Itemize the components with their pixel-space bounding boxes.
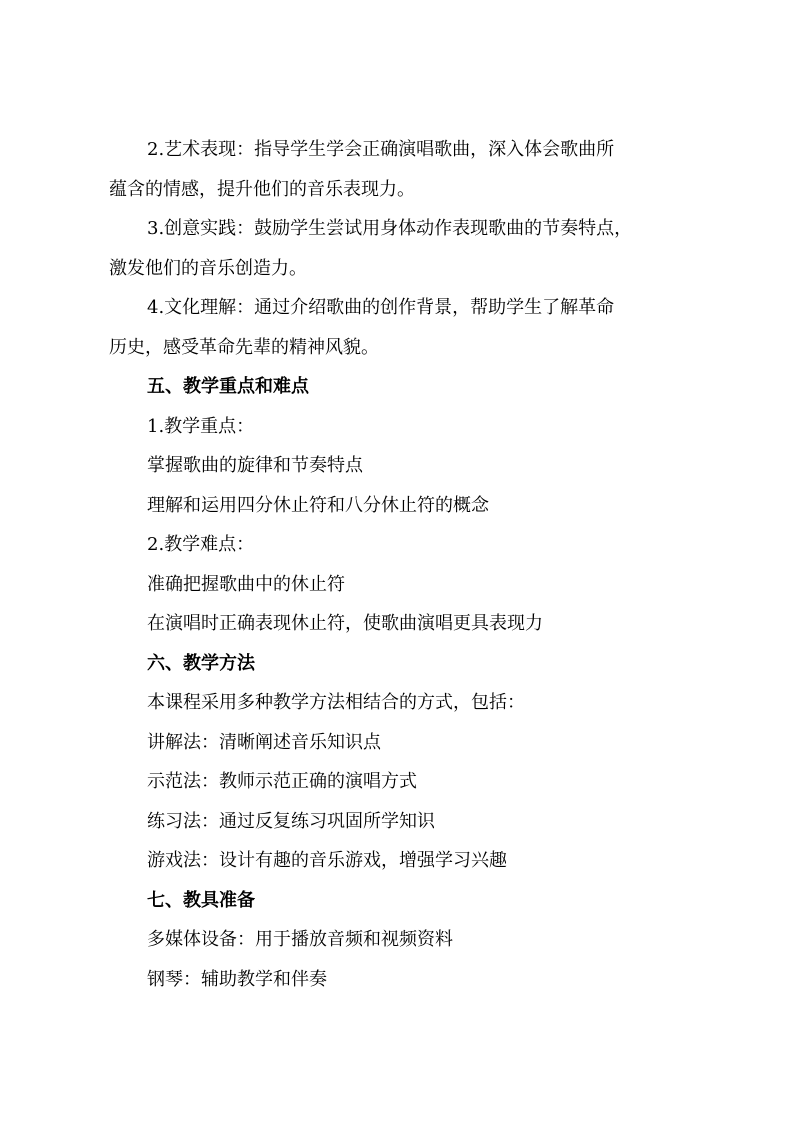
teaching-method-item: 练习法：通过反复练习巩固所学知识	[147, 811, 435, 832]
objective-cultural-understanding-line-1: 4.文化理解：通过介绍歌曲的创作背景，帮助学生了解革命	[147, 297, 615, 318]
objective-cultural-understanding-line-2: 历史，感受革命先辈的精神风貌。	[109, 337, 379, 358]
objective-creative-practice-line-2: 激发他们的音乐创造力。	[109, 258, 307, 279]
section-heading-teaching-methods: 六、教学方法	[147, 653, 255, 674]
difficult-point-item: 在演唱时正确表现休止符，使歌曲演唱更具表现力	[147, 613, 543, 634]
teaching-methods-intro: 本课程采用多种教学方法相结合的方式，包括：	[147, 692, 525, 713]
difficult-points-label: 2.教学难点：	[147, 534, 255, 555]
teaching-aid-item: 钢琴：辅助教学和伴奏	[147, 969, 327, 990]
objective-creative-practice-line-1: 3.创意实践：鼓励学生尝试用身体动作表现歌曲的节奏特点，	[147, 218, 633, 239]
section-heading-key-difficult-points: 五、教学重点和难点	[147, 376, 309, 397]
teaching-method-item: 游戏法：设计有趣的音乐游戏，增强学习兴趣	[147, 850, 507, 871]
key-points-label: 1.教学重点：	[147, 416, 255, 437]
difficult-point-item: 准确把握歌曲中的休止符	[147, 574, 345, 595]
key-point-item: 理解和运用四分休止符和八分休止符的概念	[147, 495, 489, 516]
objective-art-expression-line-2: 蕴含的情感，提升他们的音乐表现力。	[109, 179, 415, 200]
section-heading-teaching-aids: 七、教具准备	[147, 890, 255, 911]
objective-text: 2.艺术表现：指导学生学会正确演唱歌曲，深入体会歌曲所	[147, 139, 615, 160]
teaching-aid-item: 多媒体设备：用于播放音频和视频资料	[147, 929, 453, 950]
key-point-item: 掌握歌曲的旋律和节奏特点	[147, 455, 363, 476]
objective-art-expression-line-1	[147, 138, 735, 162]
teaching-method-item: 讲解法：清晰阐述音乐知识点	[147, 732, 381, 753]
teaching-method-item: 示范法：教师示范正确的演唱方式	[147, 771, 417, 792]
